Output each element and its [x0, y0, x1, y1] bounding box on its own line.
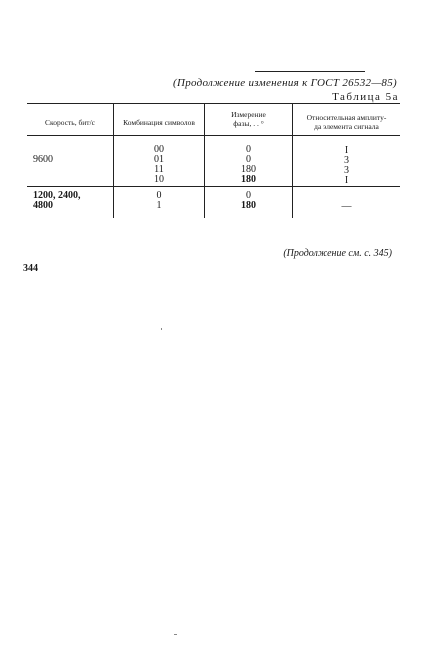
cell-amplitude-dash: — — [341, 201, 352, 212]
table-top-rule — [27, 103, 400, 104]
column-header-amplitude-line-2: да элемента сигнала — [314, 122, 379, 131]
continuation-footer: (Продолжение см. с. 345) — [283, 248, 392, 259]
cell-amplitude: 3 — [344, 165, 349, 176]
page-number: 344 — [23, 263, 38, 274]
cell-speed-line-2: 4800 — [33, 200, 53, 211]
column-header-phase-line-1: Измерение — [231, 110, 266, 119]
cell-phase: 0 — [246, 144, 251, 155]
column-header-speed: Скорость, бит/с — [45, 118, 95, 127]
cell-amplitude: 3 — [344, 155, 349, 166]
cell-phase: 180 — [241, 174, 256, 185]
cell-phase: 0 — [246, 190, 251, 201]
scan-speck — [174, 634, 177, 635]
cell-phase: 0 — [246, 154, 251, 165]
cell-speed-9600: 9600 — [33, 154, 53, 165]
cell-combination: 00 — [154, 144, 164, 155]
cell-speed-line-1: 1200, 2400, — [33, 190, 81, 201]
table-label: Таблица 5а — [332, 91, 399, 103]
column-header-combination: Комбинация символов — [123, 118, 195, 127]
cell-combination: 0 — [156, 190, 162, 201]
cell-amplitude: I — [344, 175, 349, 186]
cell-amplitude: I — [344, 145, 349, 156]
column-header-amplitude-line-1: Относительная амплиту- — [306, 113, 387, 122]
header-short-rule — [255, 71, 365, 72]
cell-combination: 1 — [156, 200, 162, 211]
scan-speck — [161, 328, 162, 330]
table-header-bottom-rule — [27, 135, 400, 136]
cell-phase: 180 — [241, 200, 256, 211]
column-header-phase-line-2: фазы, . . ° — [233, 119, 264, 128]
cell-combination: 10 — [154, 174, 164, 185]
continuation-header: (Продолжение изменения к ГОСТ 26532—85) — [173, 77, 397, 89]
cell-combination: 11 — [154, 164, 164, 175]
cell-combination: 01 — [154, 154, 164, 165]
cell-phase: 180 — [241, 164, 256, 175]
table-group-rule — [27, 186, 400, 187]
